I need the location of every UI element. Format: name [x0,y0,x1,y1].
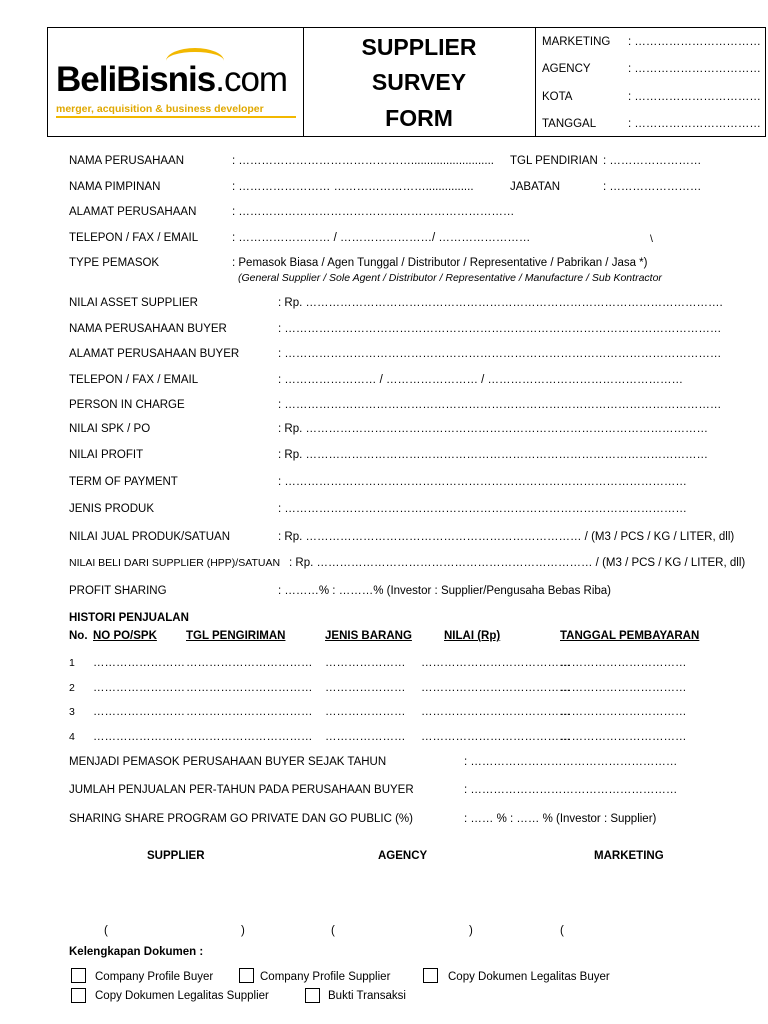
histori-cell[interactable]: …………………… [93,706,185,718]
histori-cell[interactable]: …………………………… [560,657,687,669]
field-jabatan[interactable]: : …………………… [603,181,702,193]
label-nilai-asset: NILAI ASSET SUPPLIER [69,297,198,309]
label-alamat-perusahaan: ALAMAT PERUSAHAAN [69,206,197,218]
field-nilai-spk[interactable]: : Rp. …………………………………………………………………………………………… [278,423,708,435]
label-nama-pimpinan: NAMA PIMPINAN [69,181,161,193]
logo-main-text: BeliBisnis [56,60,216,99]
histori-cell[interactable]: …………………… [93,657,185,669]
documents-title: Kelengkapan Dokumen : [69,946,204,958]
signature-bracket-open: ( [331,925,335,937]
signature-bracket-open: ( [104,925,108,937]
meta-label-tanggal: TANGGAL [542,118,597,130]
signature-label-agency: AGENCY [378,850,428,862]
logo-tagline: merger, acquisition & business developer [56,103,264,115]
logo-cell [48,28,304,136]
checkbox-company-profile-buyer[interactable] [71,968,86,983]
signature-label-supplier: SUPPLIER [147,850,205,862]
signature-bracket-close: ) [469,925,473,937]
label-jenis-produk: JENIS PRODUK [69,503,154,515]
histori-cell[interactable]: …………………………… [186,657,313,669]
field-tgl-pendirian[interactable]: : …………………… [603,155,702,167]
field-sharing-share[interactable]: : …… % : …… % (Investor : Supplier) [464,813,657,825]
field-nilai-profit[interactable]: : Rp. …………………………………………………………………………………………… [278,449,708,461]
meta-value-marketing[interactable]: : …………………………… [628,36,761,48]
field-telepon-buyer[interactable]: : …………………… / …………………… / …………………………………………… [278,374,684,386]
histori-row-no: 3 [69,706,75,718]
form-title-line-1: SUPPLIER [361,34,477,60]
histori-cell[interactable]: …………………………… [560,706,687,718]
histori-col-nilai: NILAI (Rp) [444,630,501,642]
doc-label-company-profile-buyer: Company Profile Buyer [95,971,214,983]
label-person-in-charge: PERSON IN CHARGE [69,399,185,411]
histori-cell[interactable]: …………………………… [560,682,687,694]
signature-bracket-close: ) [241,925,245,937]
field-sejak-tahun[interactable]: : ……………………………………………… [464,756,678,768]
signature-bracket-open: ( [560,925,564,937]
form-title-line-2: SURVEY [371,69,467,95]
histori-cell[interactable]: ………………………………… [421,682,571,694]
label-nilai-spk: NILAI SPK / PO [69,423,151,435]
meta-value-kota[interactable]: : …………………………… [628,91,761,103]
histori-cell[interactable]: ………………… [325,682,406,694]
checkbox-company-profile-supplier[interactable] [239,968,254,983]
histori-cell[interactable]: …………………… [93,731,185,743]
label-nama-buyer: NAMA PERUSAHAAN BUYER [69,323,227,335]
histori-cell[interactable]: …………………………… [186,731,313,743]
histori-cell[interactable]: ………………………………… [421,731,571,743]
histori-row-no: 4 [69,731,75,743]
field-jenis-produk[interactable]: : …………………………………………………………………………………………… [278,503,687,515]
meta-label-agency: AGENCY [542,63,591,75]
doc-label-legalitas-buyer: Copy Dokumen Legalitas Buyer [448,971,610,983]
field-term-of-payment[interactable]: : …………………………………………………………………………………………… [278,476,687,488]
histori-cell[interactable]: ………………… [325,657,406,669]
histori-cell[interactable]: …………………………… [560,731,687,743]
histori-cell[interactable]: …………………… [93,682,185,694]
field-nilai-jual[interactable]: : Rp. ……………………………………………………………… / (M3 / PCS / KG / LITER, dll) [278,531,735,543]
stray-mark: \ [650,233,653,245]
type-pemasok-note: (General Supplier / Sole Agent / Distributor / Representative / Manufacture / Sub Kontractor [238,272,662,284]
form-title-line-3: FORM [385,105,453,131]
label-telepon-perusahaan: TELEPON / FAX / EMAIL [69,232,199,244]
label-tgl-pendirian: TGL PENDIRIAN [510,155,598,167]
label-sejak-tahun: MENJADI PEMASOK PERUSAHAAN BUYER SEJAK TAHUN [69,756,387,768]
field-telepon-perusahaan[interactable]: : …………………… / ……………………/ …………………… [232,232,531,244]
field-nama-buyer[interactable]: : …………………………………………………………………………………………………… [278,323,722,335]
form-header [47,27,766,137]
label-telepon-buyer: TELEPON / FAX / EMAIL [69,374,199,386]
title-cell [303,28,536,136]
field-profit-sharing[interactable]: : ………% : ………% (Investor : Supplier/Pengusaha Bebas Riba) [278,585,612,597]
label-jabatan: JABATAN [510,181,561,193]
histori-row-no: 1 [69,657,75,669]
field-jumlah-penjualan[interactable]: : ……………………………………………… [464,784,678,796]
label-profit-sharing: PROFIT SHARING [69,585,167,597]
label-nilai-profit: NILAI PROFIT [69,449,144,461]
histori-col-tgl-pengiriman: TGL PENGIRIMAN [186,630,286,642]
histori-title: HISTORI PENJUALAN [69,612,189,624]
label-nilai-beli: NILAI BELI DARI SUPPLIER (HPP)/SATUAN [69,557,281,569]
histori-cell[interactable]: ………………… [325,731,406,743]
field-type-pemasok[interactable]: : Pemasok Biasa / Agen Tunggal / Distributor / Representative / Pabrikan / Jasa *) [232,257,648,269]
signature-label-marketing: MARKETING [594,850,664,862]
logo [56,61,287,99]
field-nilai-asset[interactable]: : Rp. ………………………………………………………………………………………………. [278,297,723,309]
field-nama-pimpinan[interactable]: : …………………… ……………………............... [232,181,474,193]
doc-label-company-profile-supplier: Company Profile Supplier [260,971,391,983]
histori-col-po: NO PO/SPK [93,630,157,642]
histori-cell[interactable]: ………………………………… [421,657,571,669]
meta-value-tanggal[interactable]: : …………………………… [628,118,761,130]
checkbox-legalitas-buyer[interactable] [423,968,438,983]
field-nama-perusahaan[interactable]: : ……………………………………….......................... [232,155,494,167]
histori-cell[interactable]: …………………………… [186,682,313,694]
doc-label-legalitas-supplier: Copy Dokumen Legalitas Supplier [95,990,269,1002]
label-sharing-share: SHARING SHARE PROGRAM GO PRIVATE DAN GO PUBLIC (%) [69,813,413,825]
logo-underline [56,116,296,118]
histori-col-tanggal-pembayaran: TANGGAL PEMBAYARAN [560,630,700,642]
field-alamat-perusahaan[interactable]: : ……………………………………………………………… [232,206,515,218]
meta-value-agency[interactable]: : …………………………… [628,63,761,75]
checkbox-bukti-transaksi[interactable] [305,988,320,1003]
label-alamat-buyer: ALAMAT PERUSAHAAN BUYER [69,348,240,360]
label-type-pemasok: TYPE PEMASOK [69,257,160,269]
field-alamat-buyer[interactable]: : …………………………………………………………………………………………………… [278,348,722,360]
label-nama-perusahaan: NAMA PERUSAHAAN [69,155,185,167]
label-nilai-jual: NILAI JUAL PRODUK/SATUAN [69,531,231,543]
meta-label-marketing: MARKETING [542,36,611,48]
histori-col-jenis-barang: JENIS BARANG [325,630,412,642]
field-person-in-charge[interactable]: : …………………………………………………………………………………………………… [278,399,722,411]
histori-cell[interactable]: ………………………………… [421,706,571,718]
histori-row-no: 2 [69,682,75,694]
logo-domain-text: .com [215,60,288,99]
histori-col-no: No. [69,630,88,642]
checkbox-legalitas-supplier[interactable] [71,988,86,1003]
meta-label-kota: KOTA [542,91,573,103]
doc-label-bukti-transaksi: Bukti Transaksi [328,990,406,1002]
histori-cell[interactable]: …………………………… [186,706,313,718]
label-jumlah-penjualan: JUMLAH PENJUALAN PER-TAHUN PADA PERUSAHAAN BUYER [69,784,414,796]
field-nilai-beli[interactable]: : Rp. ……………………………………………………………… / (M3 / PCS / KG / LITER, dll) [289,557,746,569]
label-term-of-payment: TERM OF PAYMENT [69,476,178,488]
histori-cell[interactable]: ………………… [325,706,406,718]
